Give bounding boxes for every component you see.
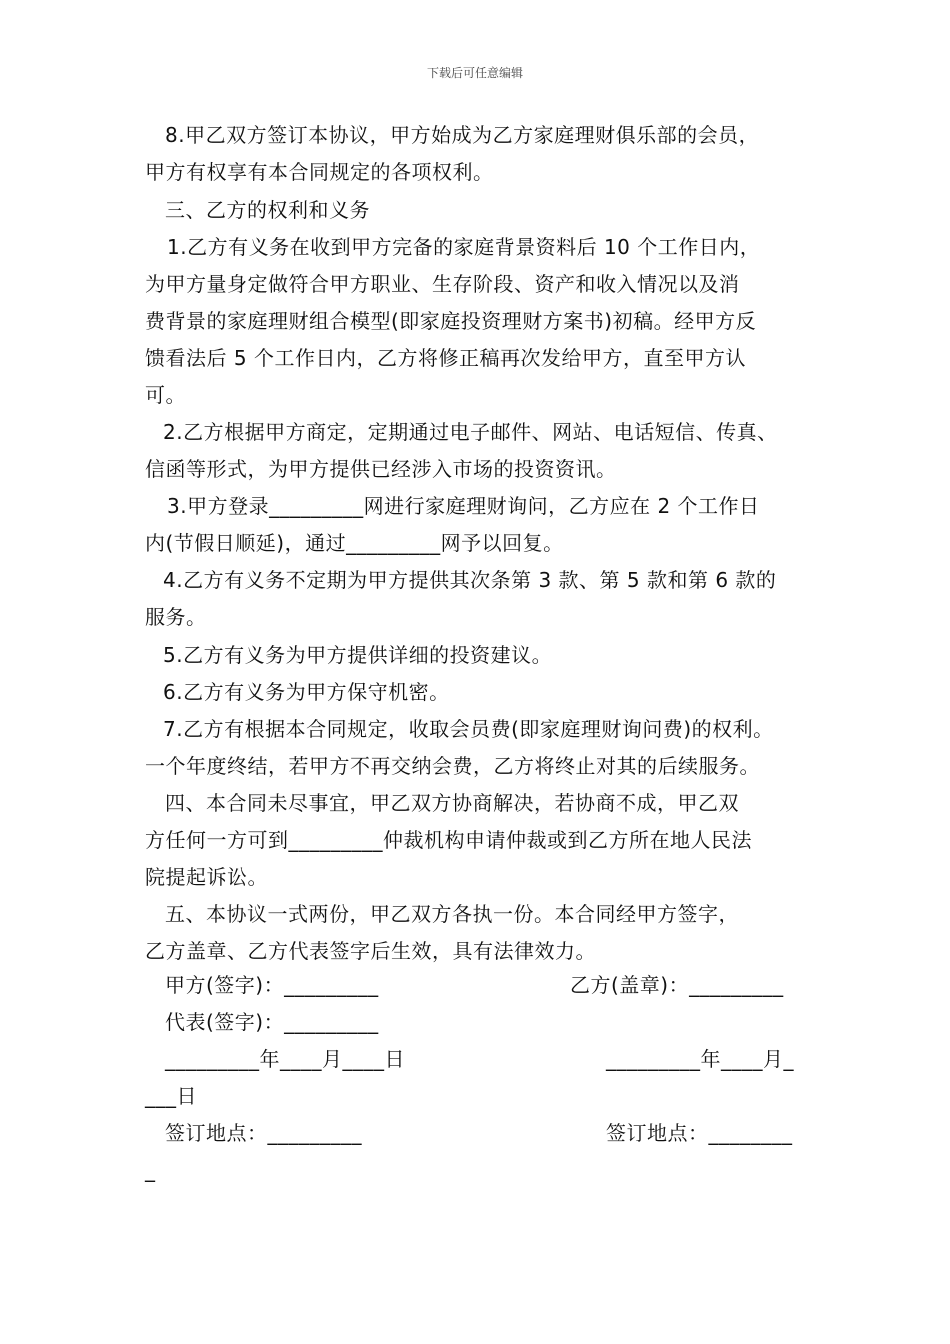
paragraph-line: 为甲方量身定做符合甲方职业、生存阶段、资产和收入情况以及消 xyxy=(145,272,740,296)
signing-place-left: 签订地点：_________ xyxy=(165,1121,362,1145)
paragraph-line: 信函等形式，为甲方提供已经涉入市场的投资资讯。 xyxy=(145,457,617,481)
section-heading: 三、乙方的权利和义务 xyxy=(165,198,370,222)
date-left: _________年____月____日 xyxy=(165,1047,405,1071)
signing-place-right: 签订地点：________ xyxy=(606,1121,793,1145)
paragraph-line: 方任何一方可到_________仲裁机构申请仲裁或到乙方所在地人民法 xyxy=(145,828,752,852)
signing-place-right-continued: _ xyxy=(145,1158,156,1182)
paragraph-line: 甲方有权享有本合同规定的各项权利。 xyxy=(145,160,494,184)
section-heading: 四、本合同未尽事宜，甲乙双方协商解决，若协商不成，甲乙双 xyxy=(165,791,739,815)
paragraph-line: 2.乙方根据甲方商定，定期通过电子邮件、网站、电话短信、传真、 xyxy=(163,420,778,444)
page-header: 下载后可任意编辑 xyxy=(426,66,523,80)
paragraph-line: 内(节假日顺延)，通过_________网予以回复。 xyxy=(145,531,564,555)
paragraph-line: 费背景的家庭理财组合模型(即家庭投资理财方案书)初稿。经甲方反 xyxy=(145,309,757,333)
date-right-continued: ___日 xyxy=(145,1084,197,1108)
paragraph-line: 乙方盖章、乙方代表签字后生效，具有法律效力。 xyxy=(145,939,596,963)
party-a-signature: 甲方(签字)：_________ xyxy=(165,973,379,997)
paragraph-line: 1.乙方有义务在收到甲方完备的家庭背景资料后 10 个工作日内， xyxy=(167,235,761,259)
paragraph-line: 服务。 xyxy=(145,605,207,629)
paragraph-line: 7.乙方有根据本合同规定，收取会员费(即家庭理财询问费)的权利。 xyxy=(163,717,774,741)
paragraph-line: 馈看法后 5 个工作日内，乙方将修正稿再次发给甲方，直至甲方认 xyxy=(145,346,746,370)
paragraph-line: 一个年度终结，若甲方不再交纳会费，乙方将终止对其的后续服务。 xyxy=(145,754,760,778)
date-right: _________年____月_ xyxy=(606,1047,794,1071)
paragraph-line: 8.甲乙双方签订本协议，甲方始成为乙方家庭理财俱乐部的会员， xyxy=(165,123,760,147)
representative-signature: 代表(签字)：_________ xyxy=(165,1010,379,1034)
section-heading: 五、本协议一式两份，甲乙双方各执一份。本合同经甲方签字， xyxy=(165,902,739,926)
paragraph-line: 院提起诉讼。 xyxy=(145,865,268,889)
party-b-seal: 乙方(盖章)：_________ xyxy=(570,973,784,997)
paragraph-line: 4.乙方有义务不定期为甲方提供其次条第 3 款、第 5 款和第 6 款的 xyxy=(163,568,777,592)
paragraph-line: 6.乙方有义务为甲方保守机密。 xyxy=(163,680,450,704)
paragraph-line: 3.甲方登录_________网进行家庭理财询问，乙方应在 2 个工作日 xyxy=(167,494,760,518)
paragraph-line: 可。 xyxy=(145,383,186,407)
paragraph-line: 5.乙方有义务为甲方提供详细的投资建议。 xyxy=(163,643,553,667)
